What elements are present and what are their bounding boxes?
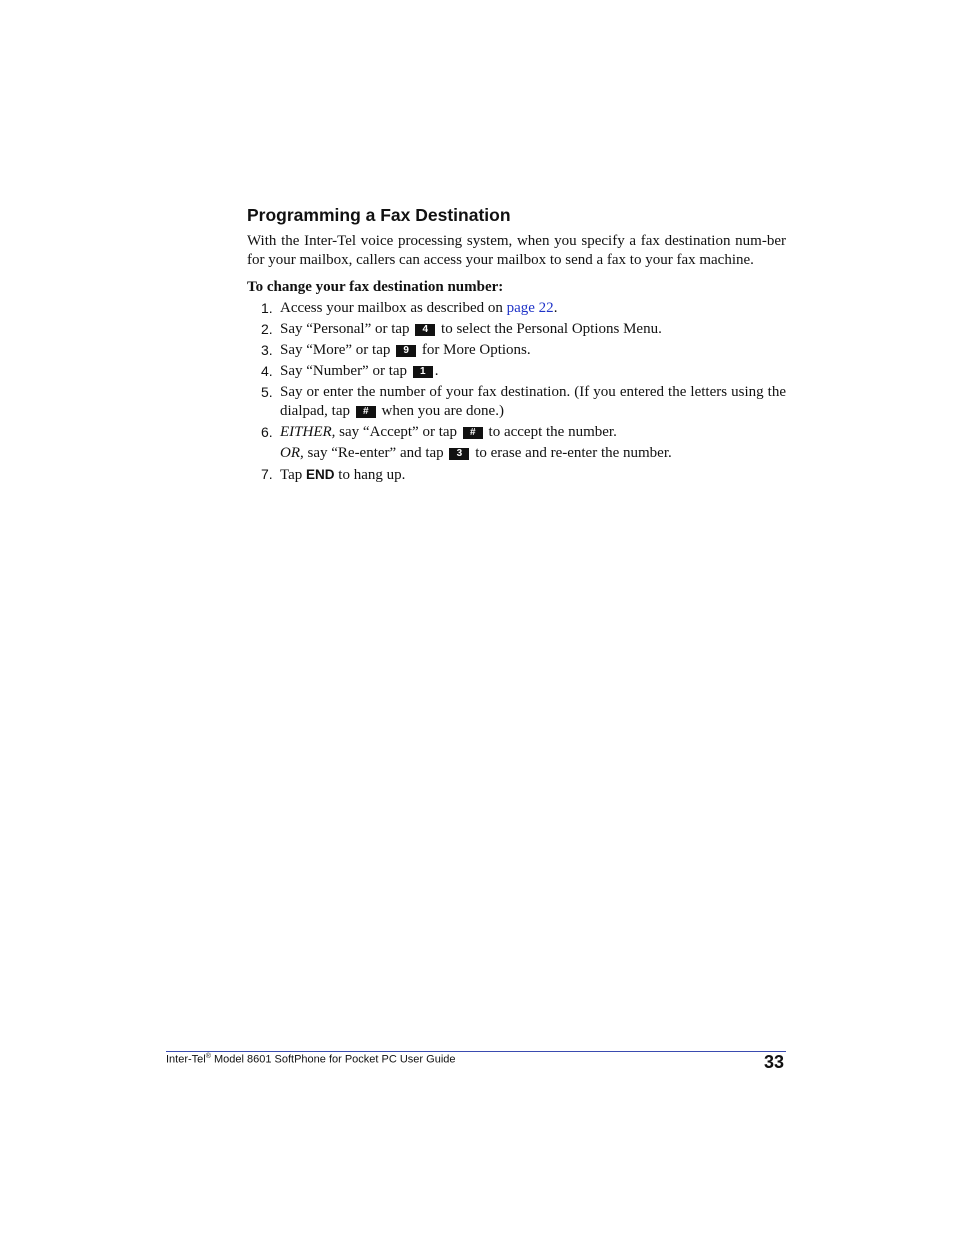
step-text: . bbox=[434, 363, 439, 379]
page-footer bbox=[166, 1051, 786, 1072]
list-item bbox=[247, 383, 786, 421]
step-number: 3. bbox=[261, 342, 273, 358]
step-text: to erase and re-enter the number. bbox=[471, 445, 672, 461]
step-text: for More Options. bbox=[418, 342, 531, 358]
step-text: say “Accept” or tap bbox=[335, 424, 461, 440]
intro-paragraph: With the Inter-Tel voice processing system, when you specify a fax destination num-ber for your mailbox, callers can access your mailbox to send a fax to your fax machine. bbox=[247, 233, 786, 268]
steps-list bbox=[247, 299, 786, 485]
step-text: say “Re-enter” and tap bbox=[303, 445, 448, 461]
key-pound-icon: # bbox=[463, 427, 483, 439]
key-3-icon: 3 bbox=[449, 448, 469, 460]
step-text: Say “Personal” or tap bbox=[280, 321, 414, 337]
registered-mark: ® bbox=[205, 1053, 211, 1060]
step-text: . bbox=[553, 300, 558, 316]
section-title: Programming a Fax Destination bbox=[247, 205, 511, 225]
end-key-label: END bbox=[306, 467, 335, 482]
alternative-option bbox=[280, 444, 786, 463]
step-text: to select the Personal Options Menu. bbox=[437, 321, 662, 337]
list-item bbox=[247, 465, 786, 485]
list-item bbox=[247, 320, 786, 339]
guide-title bbox=[166, 1053, 456, 1066]
or-label: OR, bbox=[280, 445, 304, 461]
page-content bbox=[247, 205, 786, 487]
guide-name: Model 8601 SoftPhone for Pocket PC User Guide bbox=[210, 1053, 456, 1066]
step-number: 6. bbox=[261, 424, 273, 440]
key-1-icon: 1 bbox=[413, 366, 433, 378]
page-link[interactable]: page 22 bbox=[506, 300, 554, 316]
list-item bbox=[247, 423, 786, 463]
step-text: Say “More” or tap bbox=[280, 342, 395, 358]
step-text: Tap bbox=[280, 467, 307, 483]
step-number: 7. bbox=[261, 466, 273, 482]
key-4-icon: 4 bbox=[415, 324, 435, 336]
step-text: Say or enter the number of your fax destination. (If you entered the letters using the dialpad, tap bbox=[280, 384, 786, 419]
page-number: 33 bbox=[763, 1052, 784, 1072]
step-number: 4. bbox=[261, 363, 273, 379]
step-number: 1. bbox=[261, 300, 273, 316]
list-item bbox=[247, 362, 786, 381]
step-text: when you are done.) bbox=[377, 403, 504, 419]
step-text: to accept the number. bbox=[484, 424, 617, 440]
key-9-icon: 9 bbox=[396, 345, 416, 357]
step-number: 2. bbox=[261, 321, 273, 337]
procedure-heading: To change your fax destination number: bbox=[247, 279, 504, 295]
brand-name: Inter-Tel bbox=[166, 1053, 206, 1066]
either-label: EITHER, bbox=[280, 424, 336, 440]
key-pound-icon: # bbox=[356, 406, 376, 418]
step-number: 5. bbox=[261, 384, 273, 400]
step-text: to hang up. bbox=[334, 467, 406, 483]
list-item bbox=[247, 299, 786, 318]
step-text: Say “Number” or tap bbox=[280, 363, 411, 379]
list-item bbox=[247, 341, 786, 360]
step-text: Access your mailbox as described on bbox=[280, 300, 507, 316]
